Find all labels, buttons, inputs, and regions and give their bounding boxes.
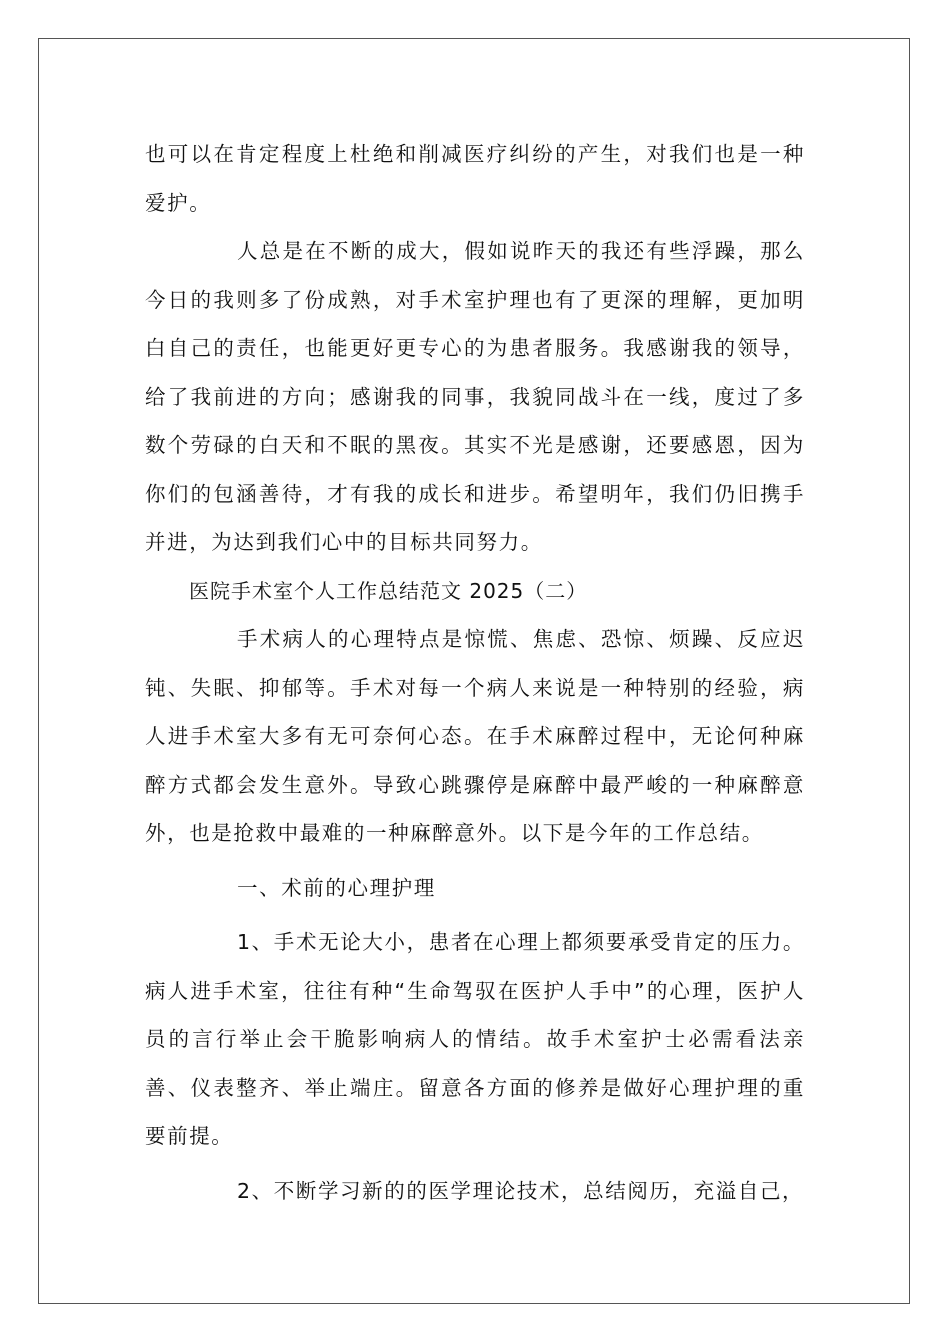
paragraph-continuation: 也可以在肯定程度上杜绝和削减医疗纠纷的产生，对我们也是一种爱护。	[145, 142, 805, 215]
section-title: 医院手术室个人工作总结范文 2025（二）	[189, 578, 588, 603]
paragraph-item-1: 1、手术无论大小，患者在心理上都须要承受肯定的压力。病人进手术室，往往有种“生命驾驭在医护人手中”的心理，医护人员的言行举止会干脆影响病人的情结。故手术室护士必需看法亲善、仪表整齐、举止端庄。留意各方面的修养是做好心理护理的重要前提。	[145, 930, 805, 1148]
paragraph-intro: 手术病人的心理特点是惊慌、焦虑、恐惊、烦躁、反应迟钝、失眠、抑郁等。手术对每一个病人来说是一种特别的经验，病人进手术室大多有无可奈何心态。在手术麻醉过程中，无论何种麻醉方式都会发生意外。导致心跳骤停是麻醉中最严峻的一种麻醉意外，也是抢救中最难的一种麻醉意外。以下是今年的工作总结。	[145, 627, 805, 845]
document-body	[145, 130, 805, 1215]
section-heading: 一、术前的心理护理	[237, 875, 436, 900]
paragraph-item-2: 2、不断学习新的的医学理论技术，总结阅历，充溢自己，	[237, 1178, 805, 1203]
paragraph-reflection: 人总是在不断的成大，假如说昨天的我还有些浮躁，那么今日的我则多了份成熟，对手术室护理也有了更深的理解，更加明白自己的责任，也能更好更专心的为患者服务。我感谢我的领导，给了我前进的方向；感谢我的同事，我貌同战斗在一线，度过了多数个劳碌的白天和不眠的黑夜。其实不光是感谢，还要感恩，因为你们的包涵善待，才有我的成长和进步。希望明年，我们仍旧携手并进，为达到我们心中的目标共同努力。	[145, 239, 805, 554]
